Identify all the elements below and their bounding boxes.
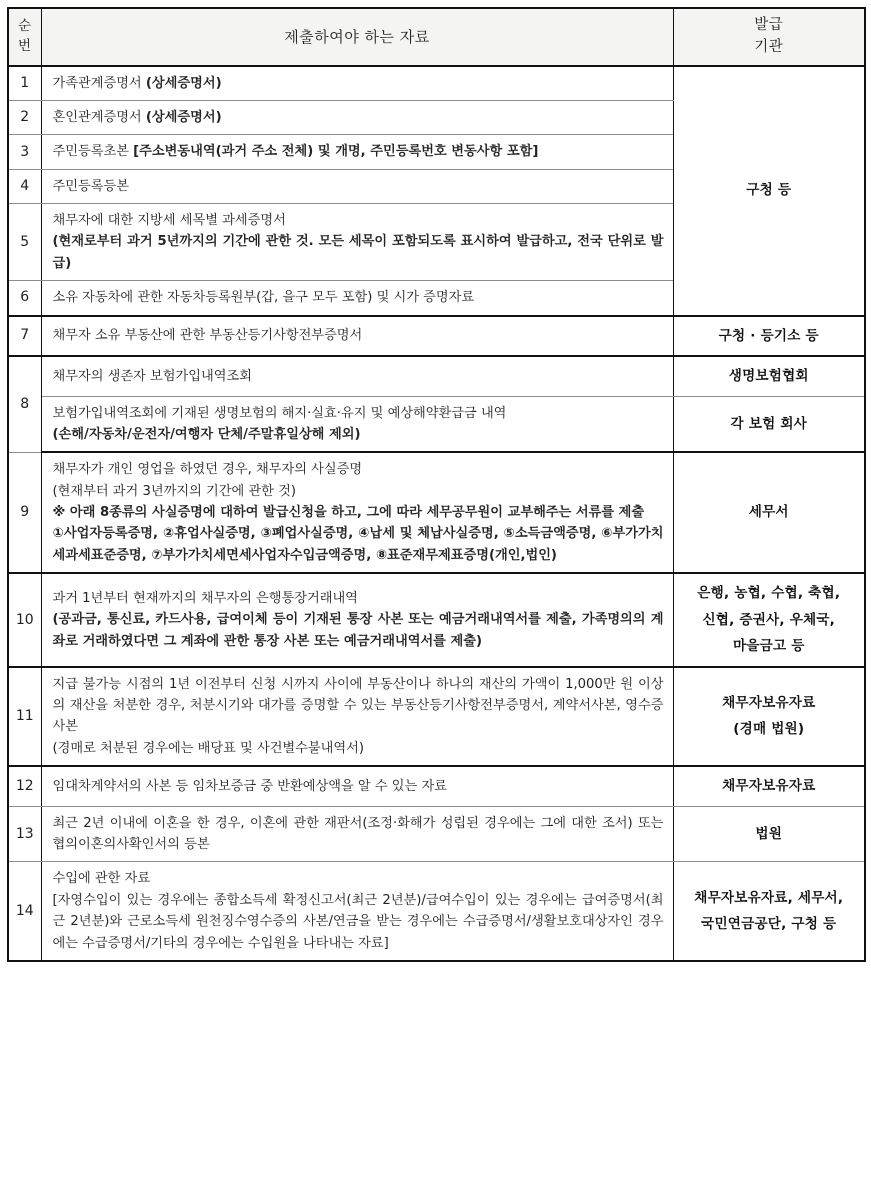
- row-document-text: [41, 667, 673, 767]
- agency-line3: 마을금고 등: [732, 638, 805, 655]
- row-number: 9: [8, 452, 41, 573]
- text-segment-bold: (상세증명서): [145, 75, 222, 91]
- row-document-text: [41, 169, 673, 203]
- text-segment: 채무자의 생존자 보험가입내역조회: [52, 368, 252, 384]
- table-row: [8, 452, 865, 573]
- issuing-agency-8a: 생명보험협회: [673, 356, 865, 396]
- table-row: [8, 766, 865, 806]
- issuing-agency-7: 구청 · 등기소 등: [673, 316, 865, 357]
- row-number: 3: [8, 135, 41, 169]
- text-line-bold: (현재로부터 과거 5년까지의 기간에 관한 것. 모든 세목이 포함되도록 표시하여 발급하고, 전국 단위로 발급): [52, 234, 664, 271]
- row-document-text: [41, 452, 673, 573]
- row-number: 11: [8, 667, 41, 767]
- row-number: 10: [8, 573, 41, 667]
- table-row: [8, 806, 865, 862]
- row-number: 2: [8, 100, 41, 134]
- header-row: [8, 8, 865, 66]
- row-document-text: [41, 573, 673, 667]
- row-number: 8: [8, 356, 41, 452]
- agency-line2: 국민연금공단, 구청 등: [701, 916, 837, 933]
- header-org-line1: 발급: [754, 17, 784, 33]
- row-number: 14: [8, 862, 41, 961]
- text-line: 수입에 관한 자료: [52, 871, 151, 887]
- table-row: [8, 396, 865, 452]
- issuing-agency-8b: 각 보험 회사: [673, 396, 865, 452]
- issuing-agency-11: [673, 667, 865, 767]
- row-number: 1: [8, 66, 41, 101]
- issuing-agency-13: 법원: [673, 806, 865, 862]
- text-segment: 임대차계약서의 사본 등 임차보증금 중 반환예상액을 알 수 있는 자료: [52, 778, 447, 794]
- text-line: 최근 2년 이내에 이혼을 한 경우, 이혼에 관한 재판서(조정·화해가 성립된 경우에는 그에 대한 조서) 또는 협의이혼의사확인서의 등본: [52, 815, 664, 852]
- column-header-documents: 제출하여야 하는 자료: [41, 8, 673, 66]
- table-header: [8, 8, 865, 66]
- table-row: [8, 573, 865, 667]
- table-row: [8, 356, 865, 396]
- row-document-text: [41, 356, 673, 396]
- text-line: 채무자가 개인 영업을 하였던 경우, 채무자의 사실증명: [52, 462, 363, 478]
- header-no-line2: 번: [17, 37, 32, 54]
- text-line: (현재부터 과거 3년까지의 기간에 관한 것): [52, 483, 296, 499]
- text-line: 보험가입내역조회에 기재된 생명보험의 해지·실효·유지 및 예상해약환급금 내역: [52, 405, 507, 421]
- agency-line1: 채무자보유자료, 세무서,: [694, 889, 844, 906]
- text-segment: 주민등록초본: [52, 144, 134, 160]
- text-line: (경매로 처분된 경우에는 배당표 및 사건별수불내역서): [52, 740, 365, 756]
- issuing-agency-10: [673, 573, 865, 667]
- table-body: [8, 66, 865, 961]
- required-documents-table: [7, 7, 866, 962]
- text-segment: 소유 자동차에 관한 자동차등록원부(갑, 을구 모두 포함) 및 시가 증명자료: [52, 290, 475, 306]
- text-line-bold: (공과금, 통신료, 카드사용, 급여이체 등이 기재된 통장 사본 또는 예금거래내역서를 제출, 가족명의의 계좌로 거래하였다면 그 계좌에 관한 통장 사본 또는 예금거래내역서를 제출): [52, 612, 664, 649]
- row-document-text: [41, 862, 673, 961]
- row-document-text: [41, 66, 673, 101]
- text-line-bold: ①사업자등록증명, ②휴업사실증명, ③폐업사실증명, ④납세 및 체납사실증명, ⑤소득금액증명, ⑥부가가치세과세표준증명, ⑦부가가치세면세사업자수입금액증명, ⑧표준재무제표증명(개인,법인): [52, 526, 664, 563]
- table-row: [8, 862, 865, 961]
- table-row: [8, 66, 865, 101]
- agency-line2: 신협, 증권사, 우체국,: [702, 611, 836, 628]
- column-header-issuing-agency: [673, 8, 865, 66]
- text-segment: 주민등록등본: [52, 178, 129, 194]
- table-row: [8, 316, 865, 357]
- issuing-agency-14: [673, 862, 865, 961]
- text-line: 채무자에 대한 지방세 세목별 과세증명서: [52, 213, 286, 228]
- row-document-text: [41, 806, 673, 862]
- text-segment-bold: [주소변동내역(과거 주소 전체) 및 개명, 주민등록번호 변동사항 포함]: [133, 144, 539, 160]
- text-line: [자영수입이 있는 경우에는 종합소득세 확정신고서(최근 2년분)/급여수입이 있는 경우에는 급여증명서(최근 2년분)와 근로소득세 원천징수영수증의 사본/연금을 받는 경우에는 수급증명서/생활보호대상자인 경우에는 수급증명서/기타의 경우에는 수입원을 나타내는 자료]: [52, 892, 664, 951]
- row-document-text: [41, 100, 673, 134]
- text-line: 지급 불가능 시점의 1년 이전부터 신청 시까지 사이에 부동산이나 하나의 재산의 가액이 1,000만 원 이상의 재산을 처분한 경우, 처분시기와 대가를 증명할 수 있는 부동산등기사항전부증명서, 계약서사본, 영수증사본: [52, 676, 664, 735]
- row-number: 5: [8, 204, 41, 281]
- agency-line2: (경매 법원): [733, 721, 805, 738]
- text-line-bold: (손해/자동차/운전자/여행자 단체/주말휴일상해 제외): [52, 426, 361, 442]
- row-document-text: [41, 281, 673, 316]
- issuing-agency-9: 세무서: [673, 452, 865, 573]
- issuing-agency-1-6: 구청 등: [673, 66, 865, 316]
- text-segment: 혼인관계증명서: [52, 109, 146, 125]
- row-number: 7: [8, 316, 41, 357]
- column-header-sequence: [8, 8, 41, 66]
- text-line-bold: ※ 아래 8종류의 사실증명에 대하여 발급신청을 하고, 그에 따라 세무공무원이 교부해주는 서류를 제출: [52, 505, 645, 520]
- row-number: 13: [8, 806, 41, 862]
- row-number: 4: [8, 169, 41, 203]
- row-number: 12: [8, 766, 41, 806]
- agency-line1: 은행, 농협, 수협, 축협,: [697, 585, 841, 602]
- row-document-text: [41, 316, 673, 357]
- row-document-text: [41, 204, 673, 281]
- row-number: 6: [8, 281, 41, 316]
- text-segment: 채무자 소유 부동산에 관한 부동산등기사항전부증명서: [52, 328, 363, 344]
- row-document-text: [41, 396, 673, 452]
- agency-line1: 채무자보유자료: [722, 694, 816, 711]
- row-document-text: [41, 135, 673, 169]
- header-no-line1: 순: [17, 18, 32, 35]
- text-line: 과거 1년부터 현재까지의 채무자의 은행통장거래내역: [52, 590, 358, 606]
- text-segment: 가족관계증명서: [52, 75, 146, 91]
- row-document-text: [41, 766, 673, 806]
- text-segment-bold: (상세증명서): [145, 109, 222, 125]
- table-row: [8, 667, 865, 767]
- issuing-agency-12: 채무자보유자료: [673, 766, 865, 806]
- header-org-line2: 기관: [754, 38, 784, 55]
